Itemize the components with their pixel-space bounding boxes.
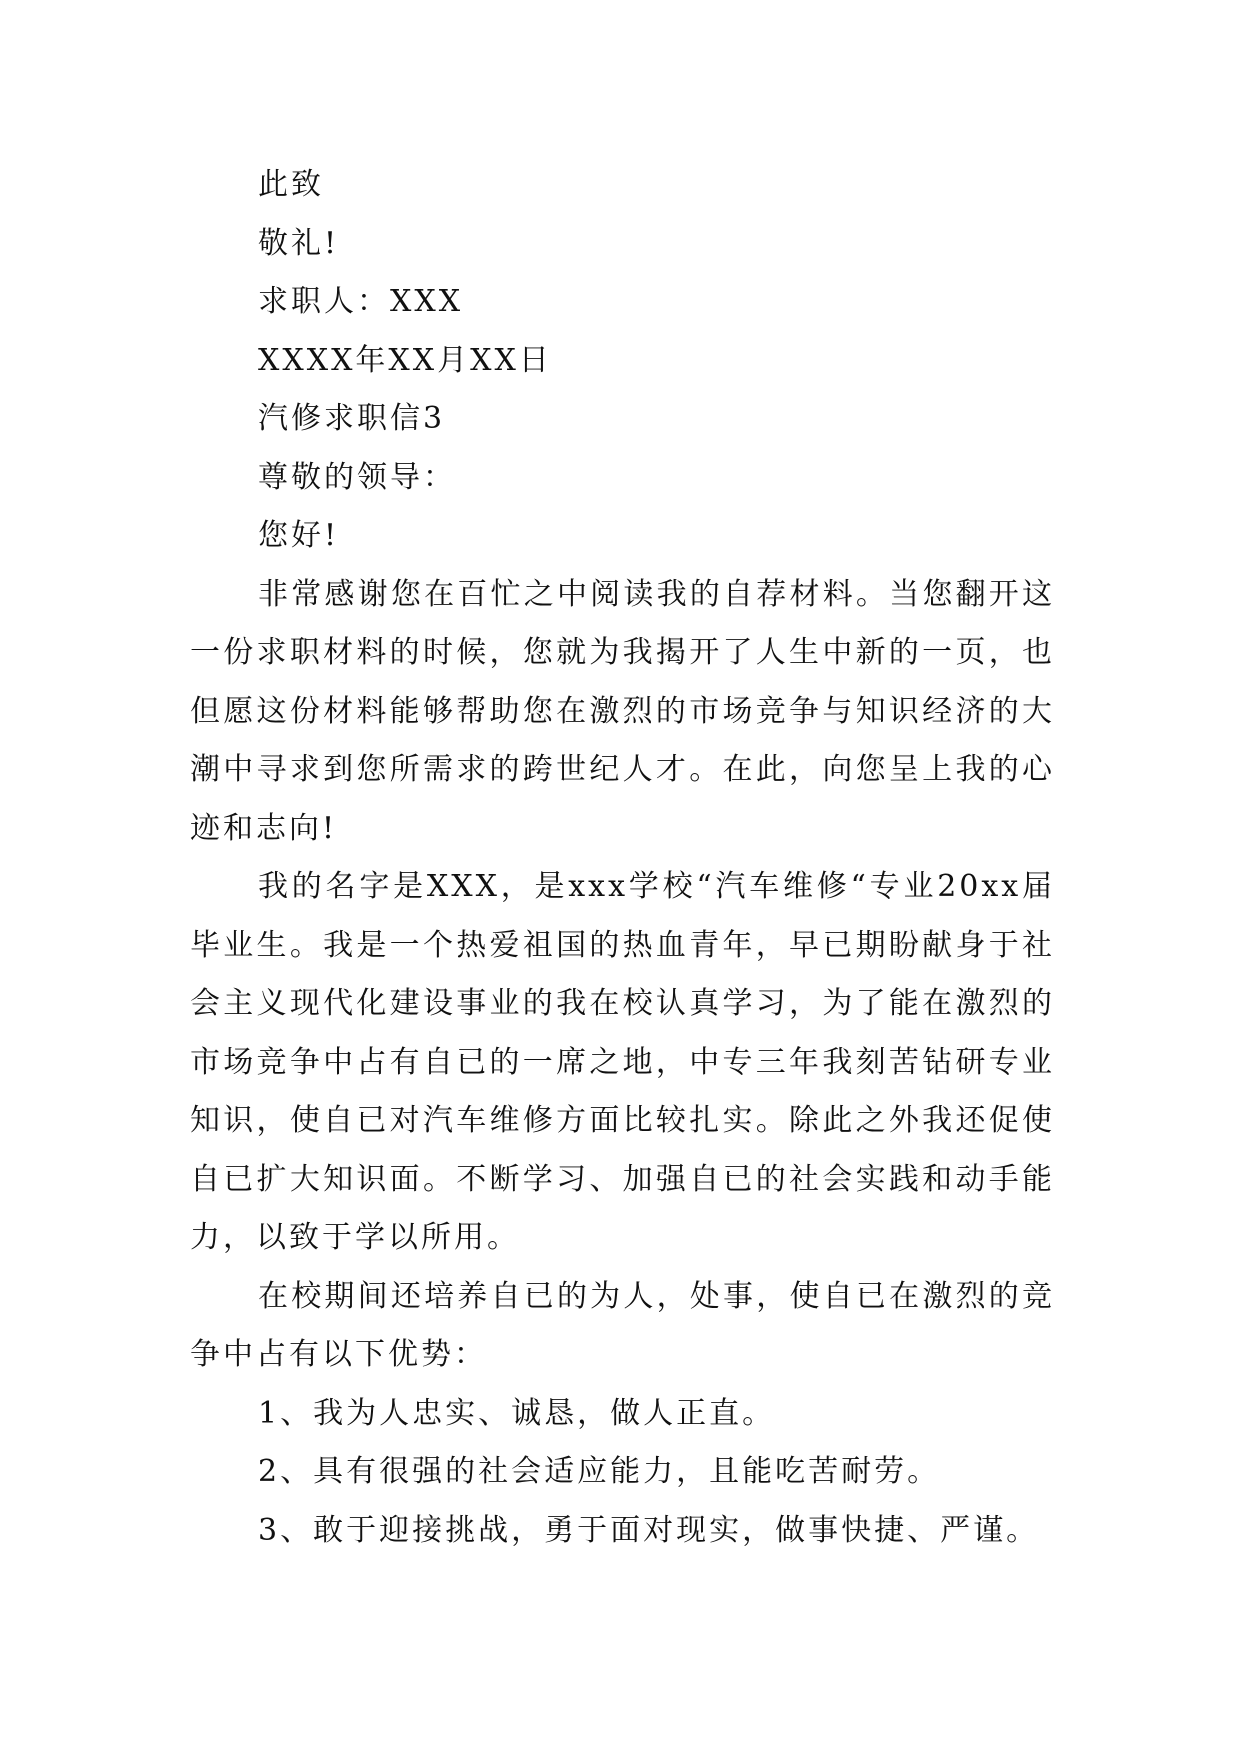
advantage-item-1: 1、我为人忠实、诚恳，做人正直。	[258, 1395, 776, 1431]
letter-greeting: 尊敬的领导：	[258, 459, 456, 495]
letter-hello: 您好!	[258, 518, 340, 553]
closing-salutation-1: 此致	[258, 167, 324, 202]
applicant-signature: 求职人：XXX	[258, 284, 464, 319]
advantage-item-2: 2、具有很强的社会适应能力，且能吃苦耐劳。	[258, 1454, 941, 1489]
letter-date: XXXX年XX月XX日	[258, 342, 552, 378]
body-paragraph-3: 在校期间还培养自已的为人，处事，使自已在激烈的竞争中占有以下优势：	[190, 1278, 1055, 1372]
closing-salutation-2: 敬礼!	[258, 225, 340, 261]
body-paragraph-2: 我的名字是XXX，是xxx学校“汽车维修“专业20xx届毕业生。我是一个热爱祖国的热血青年，早已期盼献身于社会主义现代化建设事业的我在校认真学习，为了能在激烈的市场竞争中占有自已的一席之地，中专三年我刻苦钻研专业知识，使自已对汽车维修方面比较扎实。除此之外我还促使自已扩大知识面。不断学习、加强自已的社会实践和动手能力，以致于学以所用。	[190, 869, 1055, 1255]
letter-body	[190, 156, 1055, 1560]
letter-title: 汽修求职信3	[258, 401, 446, 436]
body-paragraph-1: 非常感谢您在百忙之中阅读我的自荐材料。当您翻开这一份求职材料的时候，您就为我揭开了人生中新的一页，也但愿这份材料能够帮助您在激烈的市场竞争与知识经济的大潮中寻求到您所需求的跨世纪人才。在此，向您呈上我的心迹和志向!	[190, 576, 1055, 846]
advantage-item-3: 3、敢于迎接挑战，勇于面对现实，做事快捷、严谨。	[258, 1512, 1040, 1548]
